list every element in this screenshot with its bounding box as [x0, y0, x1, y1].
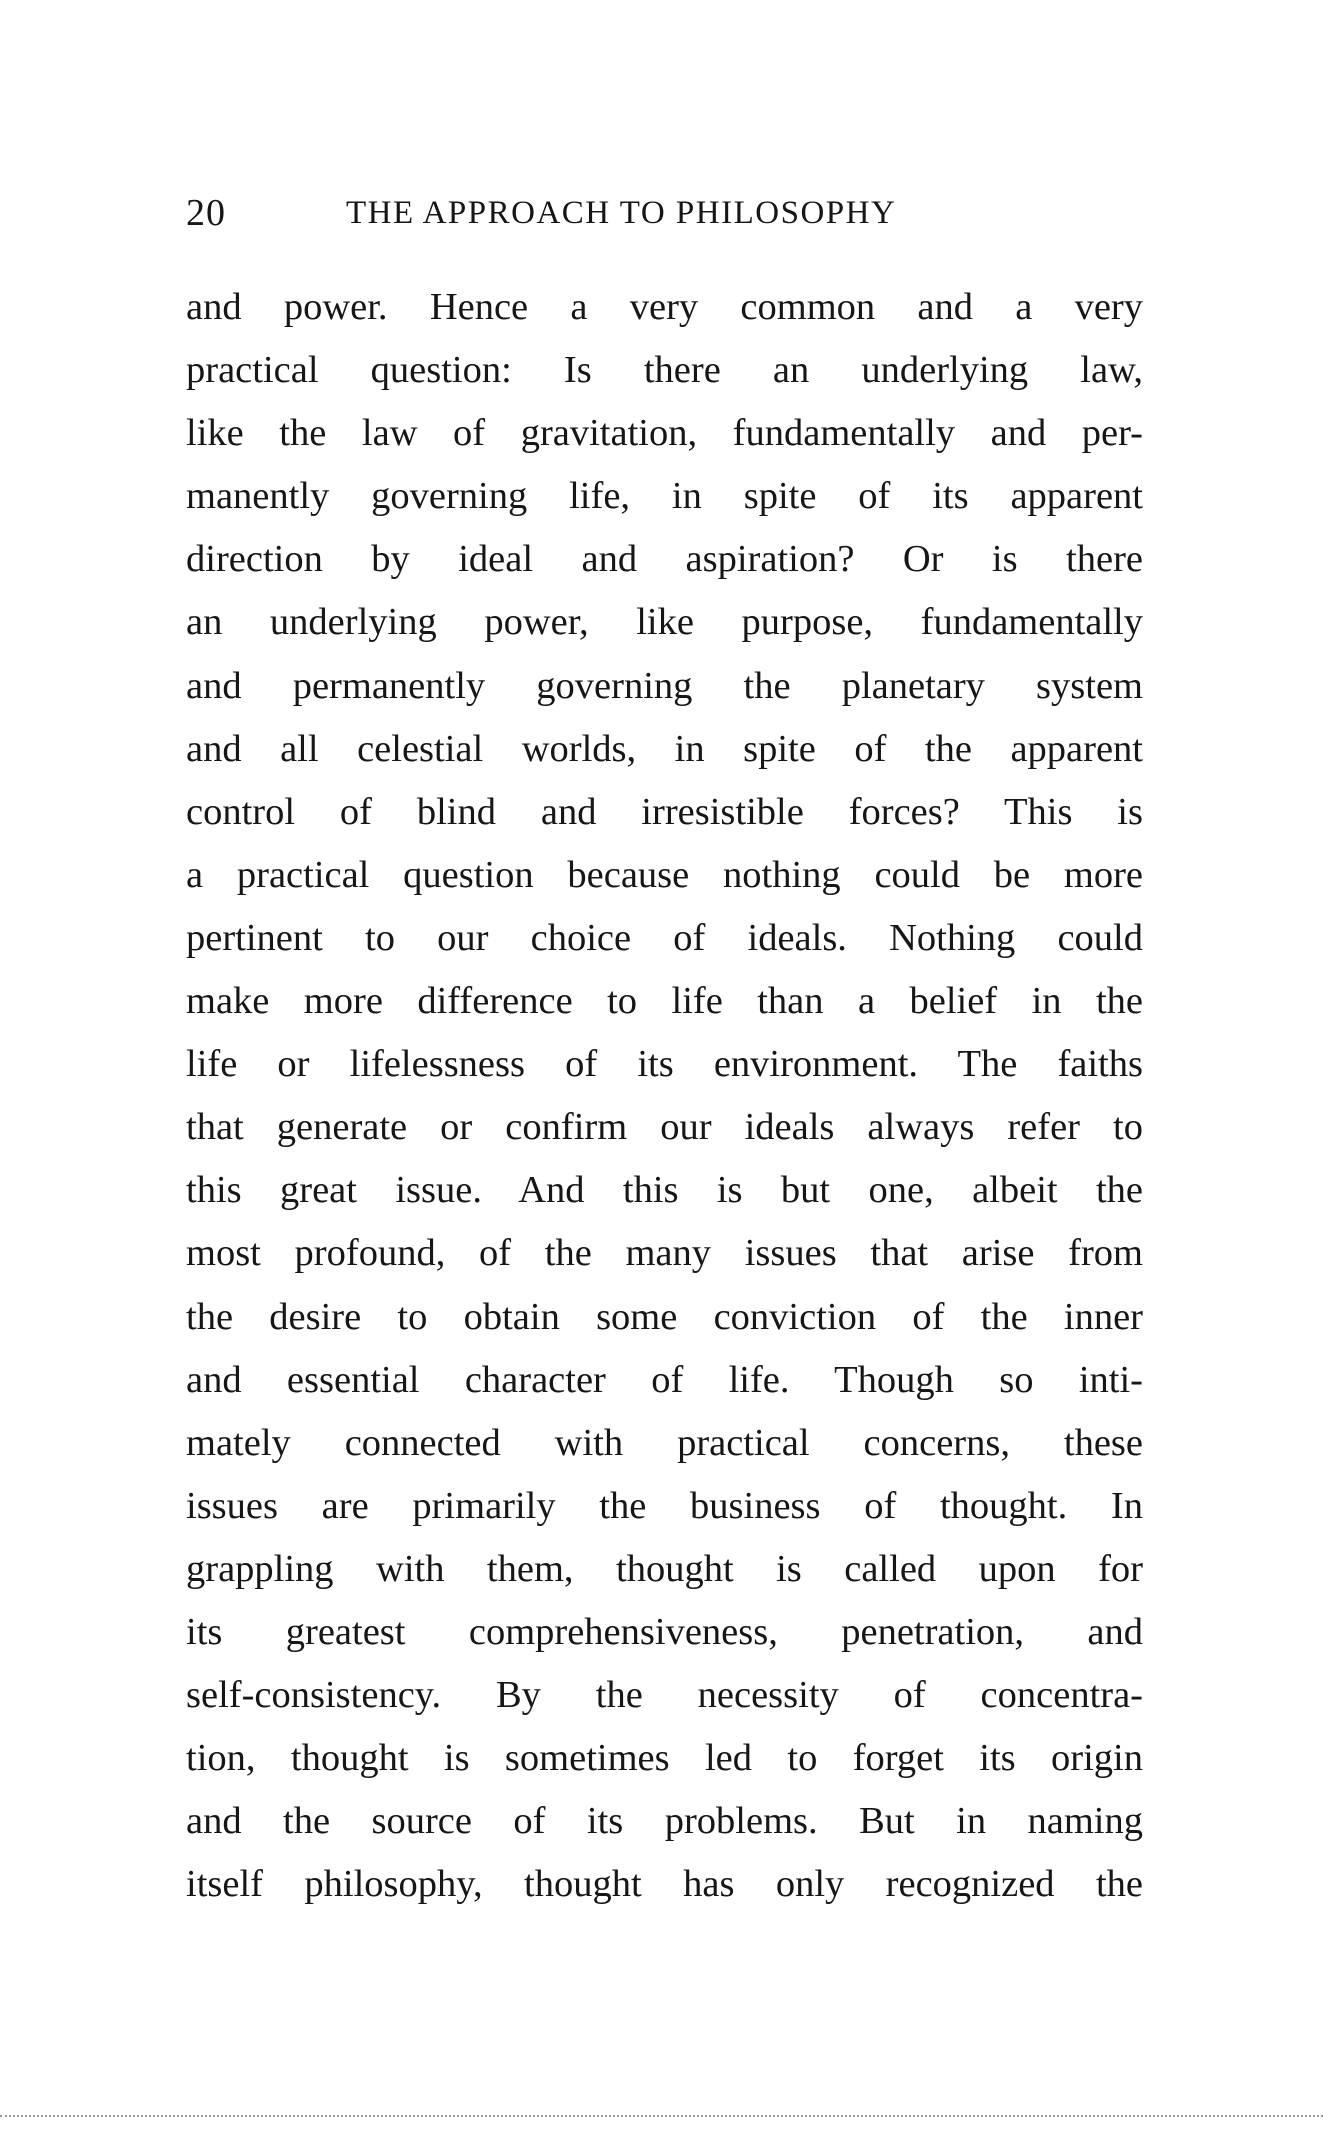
text-line: and essential character of life. Though so inti-: [186, 1358, 1143, 1401]
text-line: practical question: Is there an underlying law,: [186, 349, 1143, 392]
text-line: tion, thought is sometimes led to forget its origin: [186, 1737, 1143, 1780]
scan-edge-rule: [0, 2115, 1323, 2117]
text-line: self-consistency. By the necessity of concentra-: [186, 1674, 1143, 1717]
text-line: most profound, of the many issues that arise from: [186, 1232, 1143, 1275]
text-line: and the source of its problems. But in naming: [186, 1800, 1143, 1843]
text-line: this great issue. And this is but one, albeit the: [186, 1169, 1143, 1212]
text-line: a practical question because nothing could be more: [186, 853, 1143, 896]
text-line: manently governing life, in spite of its apparent: [186, 475, 1143, 518]
text-line: like the law of gravitation, fundamentally and per-: [186, 412, 1143, 455]
text-line: the desire to obtain some conviction of the inner: [186, 1295, 1143, 1338]
running-title: THE APPROACH TO PHILOSOPHY: [346, 195, 897, 231]
text-line: itself philosophy, thought has only recognized the: [186, 1863, 1143, 1906]
text-line: make more difference to life than a belief in the: [186, 980, 1143, 1023]
body-text: [186, 276, 1143, 1916]
text-line: issues are primarily the business of thought. In: [186, 1484, 1143, 1527]
text-line: grappling with them, thought is called upon for: [186, 1547, 1143, 1590]
text-line: and power. Hence a very common and a very: [186, 286, 1143, 328]
running-head: [186, 188, 1146, 238]
text-line: that generate or confirm our ideals always refer to: [186, 1106, 1143, 1149]
text-line: direction by ideal and aspiration? Or is there: [186, 538, 1143, 581]
page-number: 20: [186, 192, 226, 234]
text-line: control of blind and irresistible forces? This is: [186, 790, 1143, 833]
text-line: life or lifelessness of its environment. The faiths: [186, 1043, 1143, 1086]
text-line: an underlying power, like purpose, fundamentally: [186, 601, 1143, 644]
text-line: and all celestial worlds, in spite of the apparent: [186, 727, 1143, 770]
text-line: pertinent to our choice of ideals. Nothing could: [186, 916, 1143, 959]
text-line: its greatest comprehensiveness, penetration, and: [186, 1610, 1143, 1653]
text-line: and permanently governing the planetary system: [186, 664, 1143, 707]
text-line: mately connected with practical concerns, these: [186, 1421, 1143, 1464]
